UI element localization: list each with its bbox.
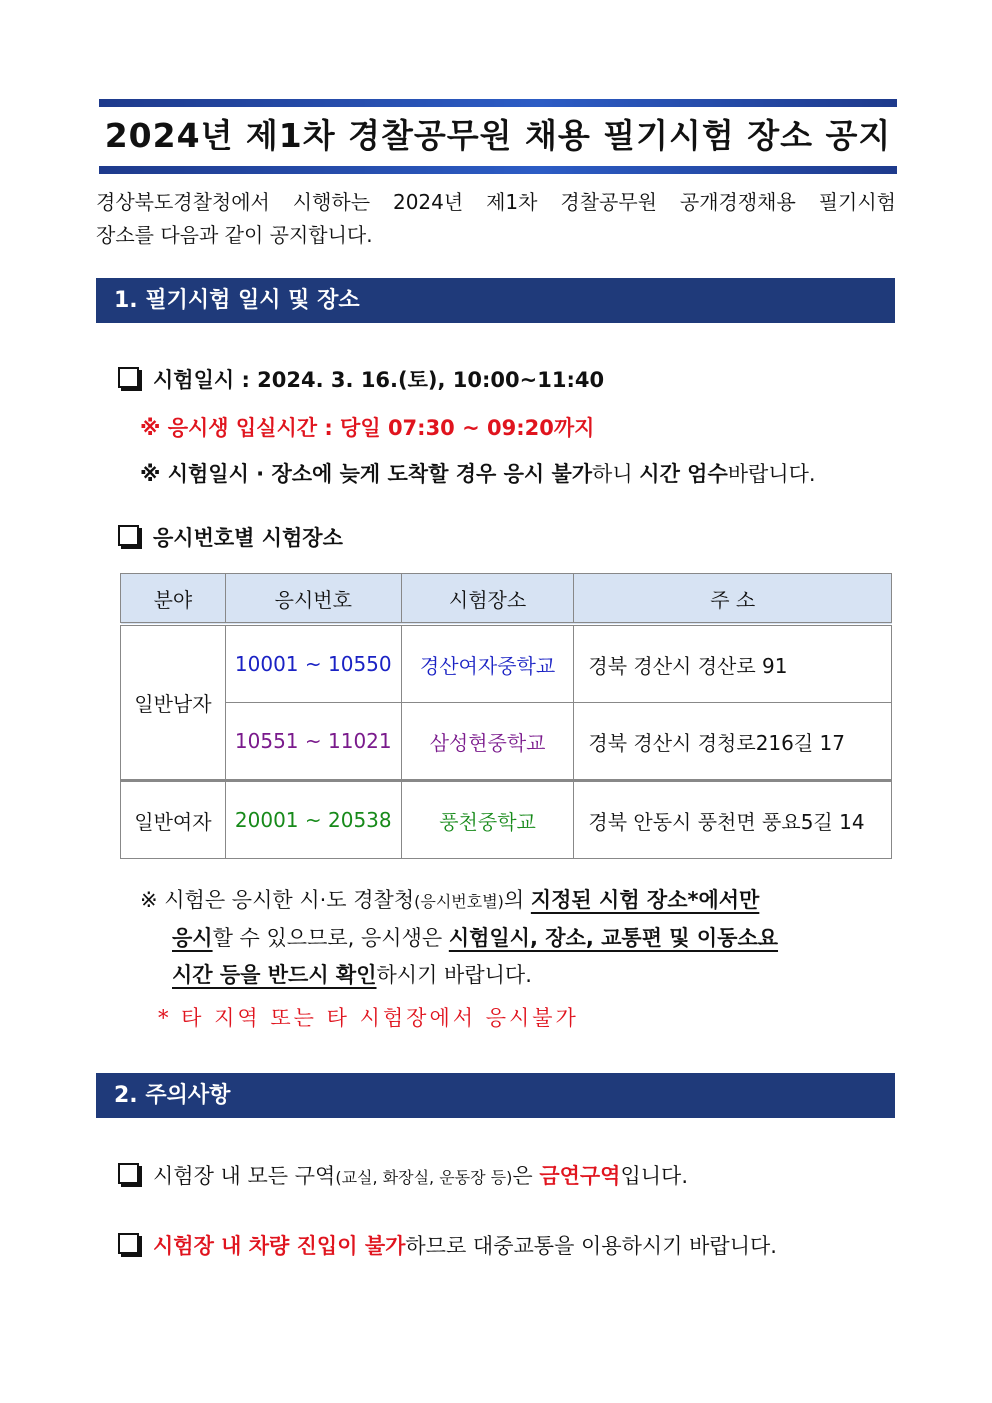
table-header-row	[121, 574, 892, 625]
exam-venue-table	[120, 573, 892, 859]
late-note-bold: ※ 시험일시 · 장소에 늦게 도착할 경우 응시 불가	[140, 462, 593, 486]
table-row	[121, 781, 892, 859]
number-range: 10551 ~ 11021	[225, 703, 401, 781]
venue-name: 풍천중학교	[401, 781, 574, 859]
notice-text: 의	[503, 888, 531, 912]
section1-heading: 1. 필기시험 일시 및 장소	[96, 278, 895, 323]
exam-date-value: : 2024. 3. 16.(토), 10:00~11:40	[234, 368, 605, 392]
venue-heading: 응시번호별 시험장소	[153, 526, 343, 550]
caution-small: (교실, 화장실, 운동장 등)	[335, 1168, 513, 1187]
caution-text: 하므로 대중교통을 이용하시기 바랍니다.	[405, 1234, 777, 1258]
checkbox-icon	[118, 1163, 139, 1184]
notice-line-2	[140, 920, 898, 957]
venue-name: 경산여자중학교	[401, 624, 574, 703]
venue-address: 경북 안동시 풍천면 풍요5길 14	[574, 781, 892, 859]
entry-time-note: ※ 응시생 입실시간 : 당일 07:30 ~ 09:20까지	[140, 416, 595, 440]
notice-underlined: 시험일시, 장소, 교통편 및 이동소요	[448, 926, 779, 950]
exam-date-label: 시험일시	[153, 368, 235, 392]
header-venue: 시험장소	[401, 574, 574, 625]
caution-text: 시험장 내 모든 구역	[153, 1164, 336, 1188]
page-title: 2024년 제1차 경찰공무원 채용 필기시험 장소 공지	[104, 116, 892, 155]
caution-item-1	[118, 1160, 688, 1194]
checkbox-icon	[118, 1233, 139, 1254]
venue-address: 경북 경산시 경산로 91	[574, 624, 892, 703]
notice-underlined: 응시	[172, 926, 213, 950]
caution-emphasis: 금연구역	[539, 1164, 621, 1188]
group-male: 일반남자	[121, 624, 226, 781]
checkbox-icon	[118, 525, 139, 546]
group-female: 일반여자	[121, 781, 226, 859]
section2-heading: 2. 주의사항	[96, 1073, 895, 1118]
title-bottom-rule	[99, 166, 897, 174]
notice-text: 하시기 바랍니다.	[376, 963, 532, 987]
header-address: 주 소	[574, 574, 892, 625]
late-note-emphasis: 시간 엄수	[639, 462, 728, 486]
exam-date-row	[118, 364, 604, 396]
venue-notice-paragraph	[140, 882, 898, 994]
late-note-text: 하니	[592, 462, 640, 486]
header-field: 분야	[121, 574, 226, 625]
notice-line-1	[140, 888, 759, 912]
notice-text: 할 수 있으므로, 응시생은	[212, 926, 449, 950]
title-top-rule	[99, 99, 897, 107]
checkbox-icon	[118, 367, 139, 388]
intro-line-2: 장소를 다음과 같이 공지합니다.	[96, 223, 373, 247]
venue-name: 삼성현중학교	[401, 703, 574, 781]
venue-heading-row	[118, 522, 343, 554]
notice-underlined: 지정된 시험 장소*에서만	[530, 888, 760, 912]
intro-line-1: 경상북도경찰청에서 시행하는 2024년 제1차 경찰공무원 공개경쟁채용 필기시험	[96, 190, 896, 214]
late-note-end: 바랍니다.	[727, 462, 816, 486]
venue-address: 경북 경산시 경청로216길 17	[574, 703, 892, 781]
header-number: 응시번호	[225, 574, 401, 625]
caution-text: 입니다.	[620, 1164, 689, 1188]
notice-underlined: 시간 등을 반드시 확인	[172, 963, 377, 987]
caution-emphasis: 시험장 내 차량 진입이 불가	[153, 1234, 406, 1258]
late-arrival-note	[140, 458, 816, 490]
table-row	[121, 703, 892, 781]
footnote: * 타 지역 또는 타 시험장에서 응시불가	[158, 1006, 579, 1030]
notice-small: (응시번호별)	[414, 892, 504, 911]
intro-paragraph	[96, 186, 896, 252]
caution-text: 은	[512, 1164, 540, 1188]
notice-text: ※ 시험은 응시한 시·도 경찰청	[140, 888, 415, 912]
number-range: 20001 ~ 20538	[225, 781, 401, 859]
caution-item-2	[118, 1230, 777, 1262]
table-row	[121, 624, 892, 703]
notice-line-3	[140, 957, 898, 994]
number-range: 10001 ~ 10550	[225, 624, 401, 703]
